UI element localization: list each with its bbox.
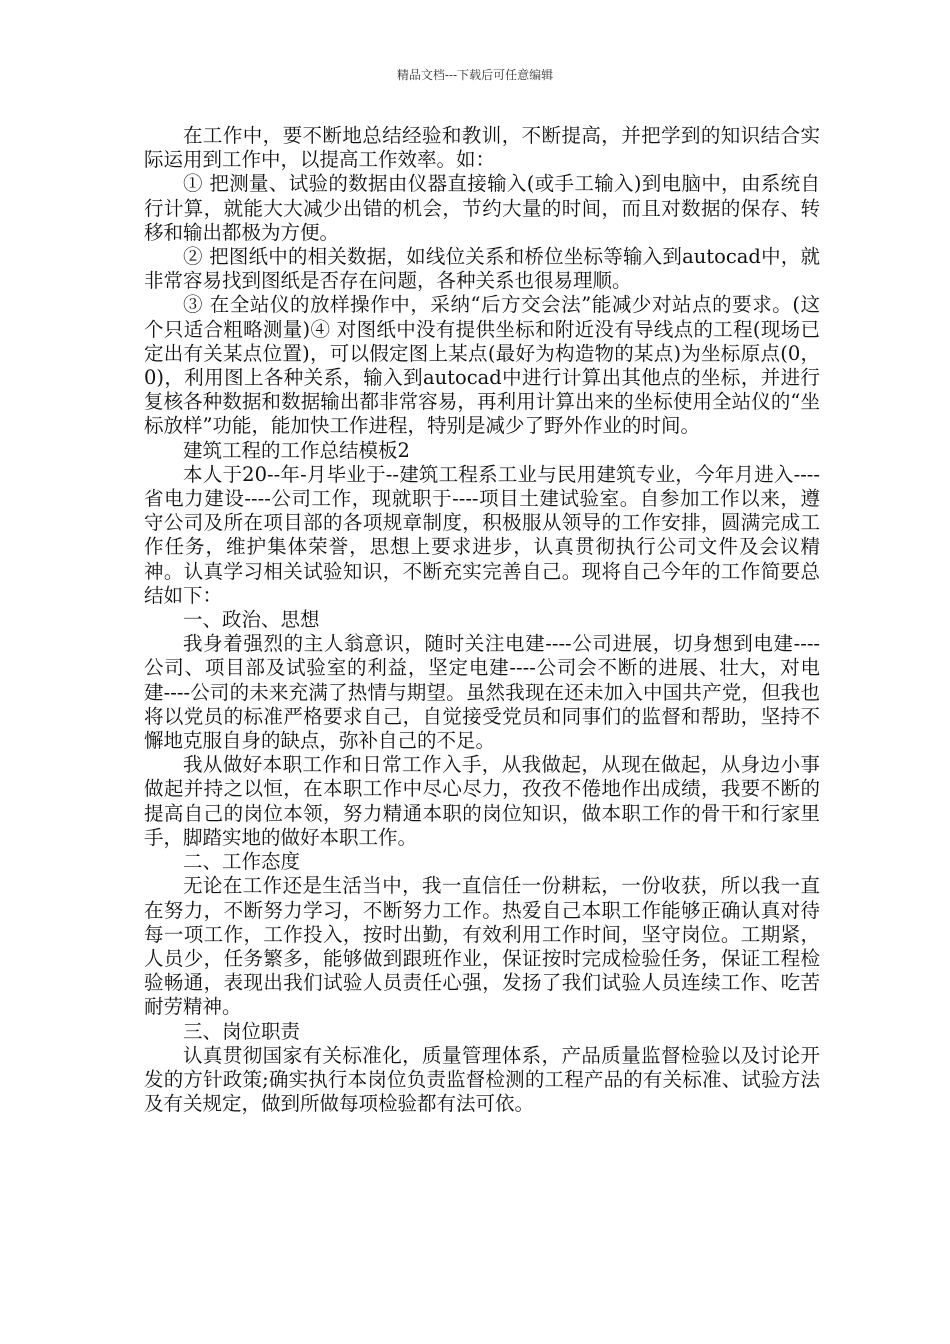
- paragraph-item-2: ② 把图纸中的相关数据，如线位关系和桥位坐标等输入到autocad中，就非常容易找到图纸是否存在问题，各种关系也很易理顺。: [144, 245, 820, 293]
- document-body: [144, 124, 820, 1116]
- paragraph-item-3: ③ 在全站仪的放样操作中，采纳“后方交会法”能减少对站点的要求。(这个只适合粗略测量)④ 对图纸中没有提供坐标和附近没有导线点的工程(现场已定出有关某点位置)，可以假定图上某点(最好为构造物的某点)为坐标原点(0，0)，利用图上各种关系，输入到autocad中进行计算出其他点的坐标，并进行复核各种数据和数据输出都非常容易，再利用计算出来的坐标使用全站仪的“坐标放样”功能，能加快工作进程，特别是减少了野外作业的时间。: [144, 293, 820, 438]
- paragraph-item-1: ① 把测量、试验的数据由仪器直接输入(或手工输入)到电脑中，由系统自行计算，就能大大减少出错的机会，节约大量的时间，而且对数据的保存、转移和输出都极为方便。: [144, 172, 820, 244]
- section-title: 建筑工程的工作总结模板2: [183, 438, 410, 462]
- heading-politics: 一、政治、思想: [183, 608, 320, 632]
- heading-attitude: 二、工作态度: [183, 850, 301, 874]
- page-header: 精品文档---下载后可任意编辑: [396, 68, 554, 82]
- paragraph-self-intro: 本人于20--年-月毕业于--建筑工程系工业与民用建筑专业，今年月进入----省电力建设----公司工作，现就职于----项目土建试验室。自参加工作以来，遵守公司及所在项目部的各项规章制度，积极服从领导的工作安排，圆满完成工作任务，维护集体荣誉，思想上要求进步，认真贯彻执行公司文件及会议精神。认真学习相关试验知识，不断充实完善自己。现将自己今年的工作简要总结如下：: [144, 462, 820, 607]
- paragraph-attitude: 无论在工作还是生活当中，我一直信任一份耕耘，一份收获，所以我一直在努力，不断努力学习，不断努力工作。热爱自己本职工作能够正确认真对待每一项工作，工作投入，按时出勤，有效利用工作时间，坚守岗位。工期紧，人员少，任务繁多，能够做到跟班作业，保证按时完成检验任务，保证工程检验畅通，表现出我们试验人员责任心强，发扬了我们试验人员连续工作、吃苦耐劳精神。: [144, 874, 820, 1019]
- paragraph-responsibility: 认真贯彻国家有关标准化，质量管理体系，产品质量监督检验以及讨论开发的方针政策;确实执行本岗位负责监督检测的工程产品的有关标准、试验方法及有关规定，做到所做每项检验都有法可依。: [144, 1043, 820, 1116]
- paragraph-intro: 在工作中，要不断地总结经验和教训，不断提高，并把学到的知识结合实际运用到工作中，以提高工作效率。如：: [144, 124, 820, 172]
- paragraph-politics: 我身着强烈的主人翁意识，随时关注电建----公司进展，切身想到电建----公司、项目部及试验室的利益，坚定电建----公司会不断的进展、壮大，对电建----公司的未来充满了热情与期望。虽然我现在还未加入中国共产党，但我也将以党员的标准严格要求自己，自觉接受党员和同事们的监督和帮助，坚持不懈地克服自身的缺点，弥补自己的不足。: [144, 632, 820, 753]
- paragraph-duty: 我从做好本职工作和日常工作入手，从我做起，从现在做起，从身边小事做起并持之以恒，在本职工作中尽心尽力，孜孜不倦地作出成绩，我要不断的提高自己的岗位本领，努力精通本职的岗位知识，做本职工作的骨干和行家里手，脚踏实地的做好本职工作。: [144, 753, 820, 849]
- heading-responsibility: 三、岗位职责: [183, 1019, 301, 1043]
